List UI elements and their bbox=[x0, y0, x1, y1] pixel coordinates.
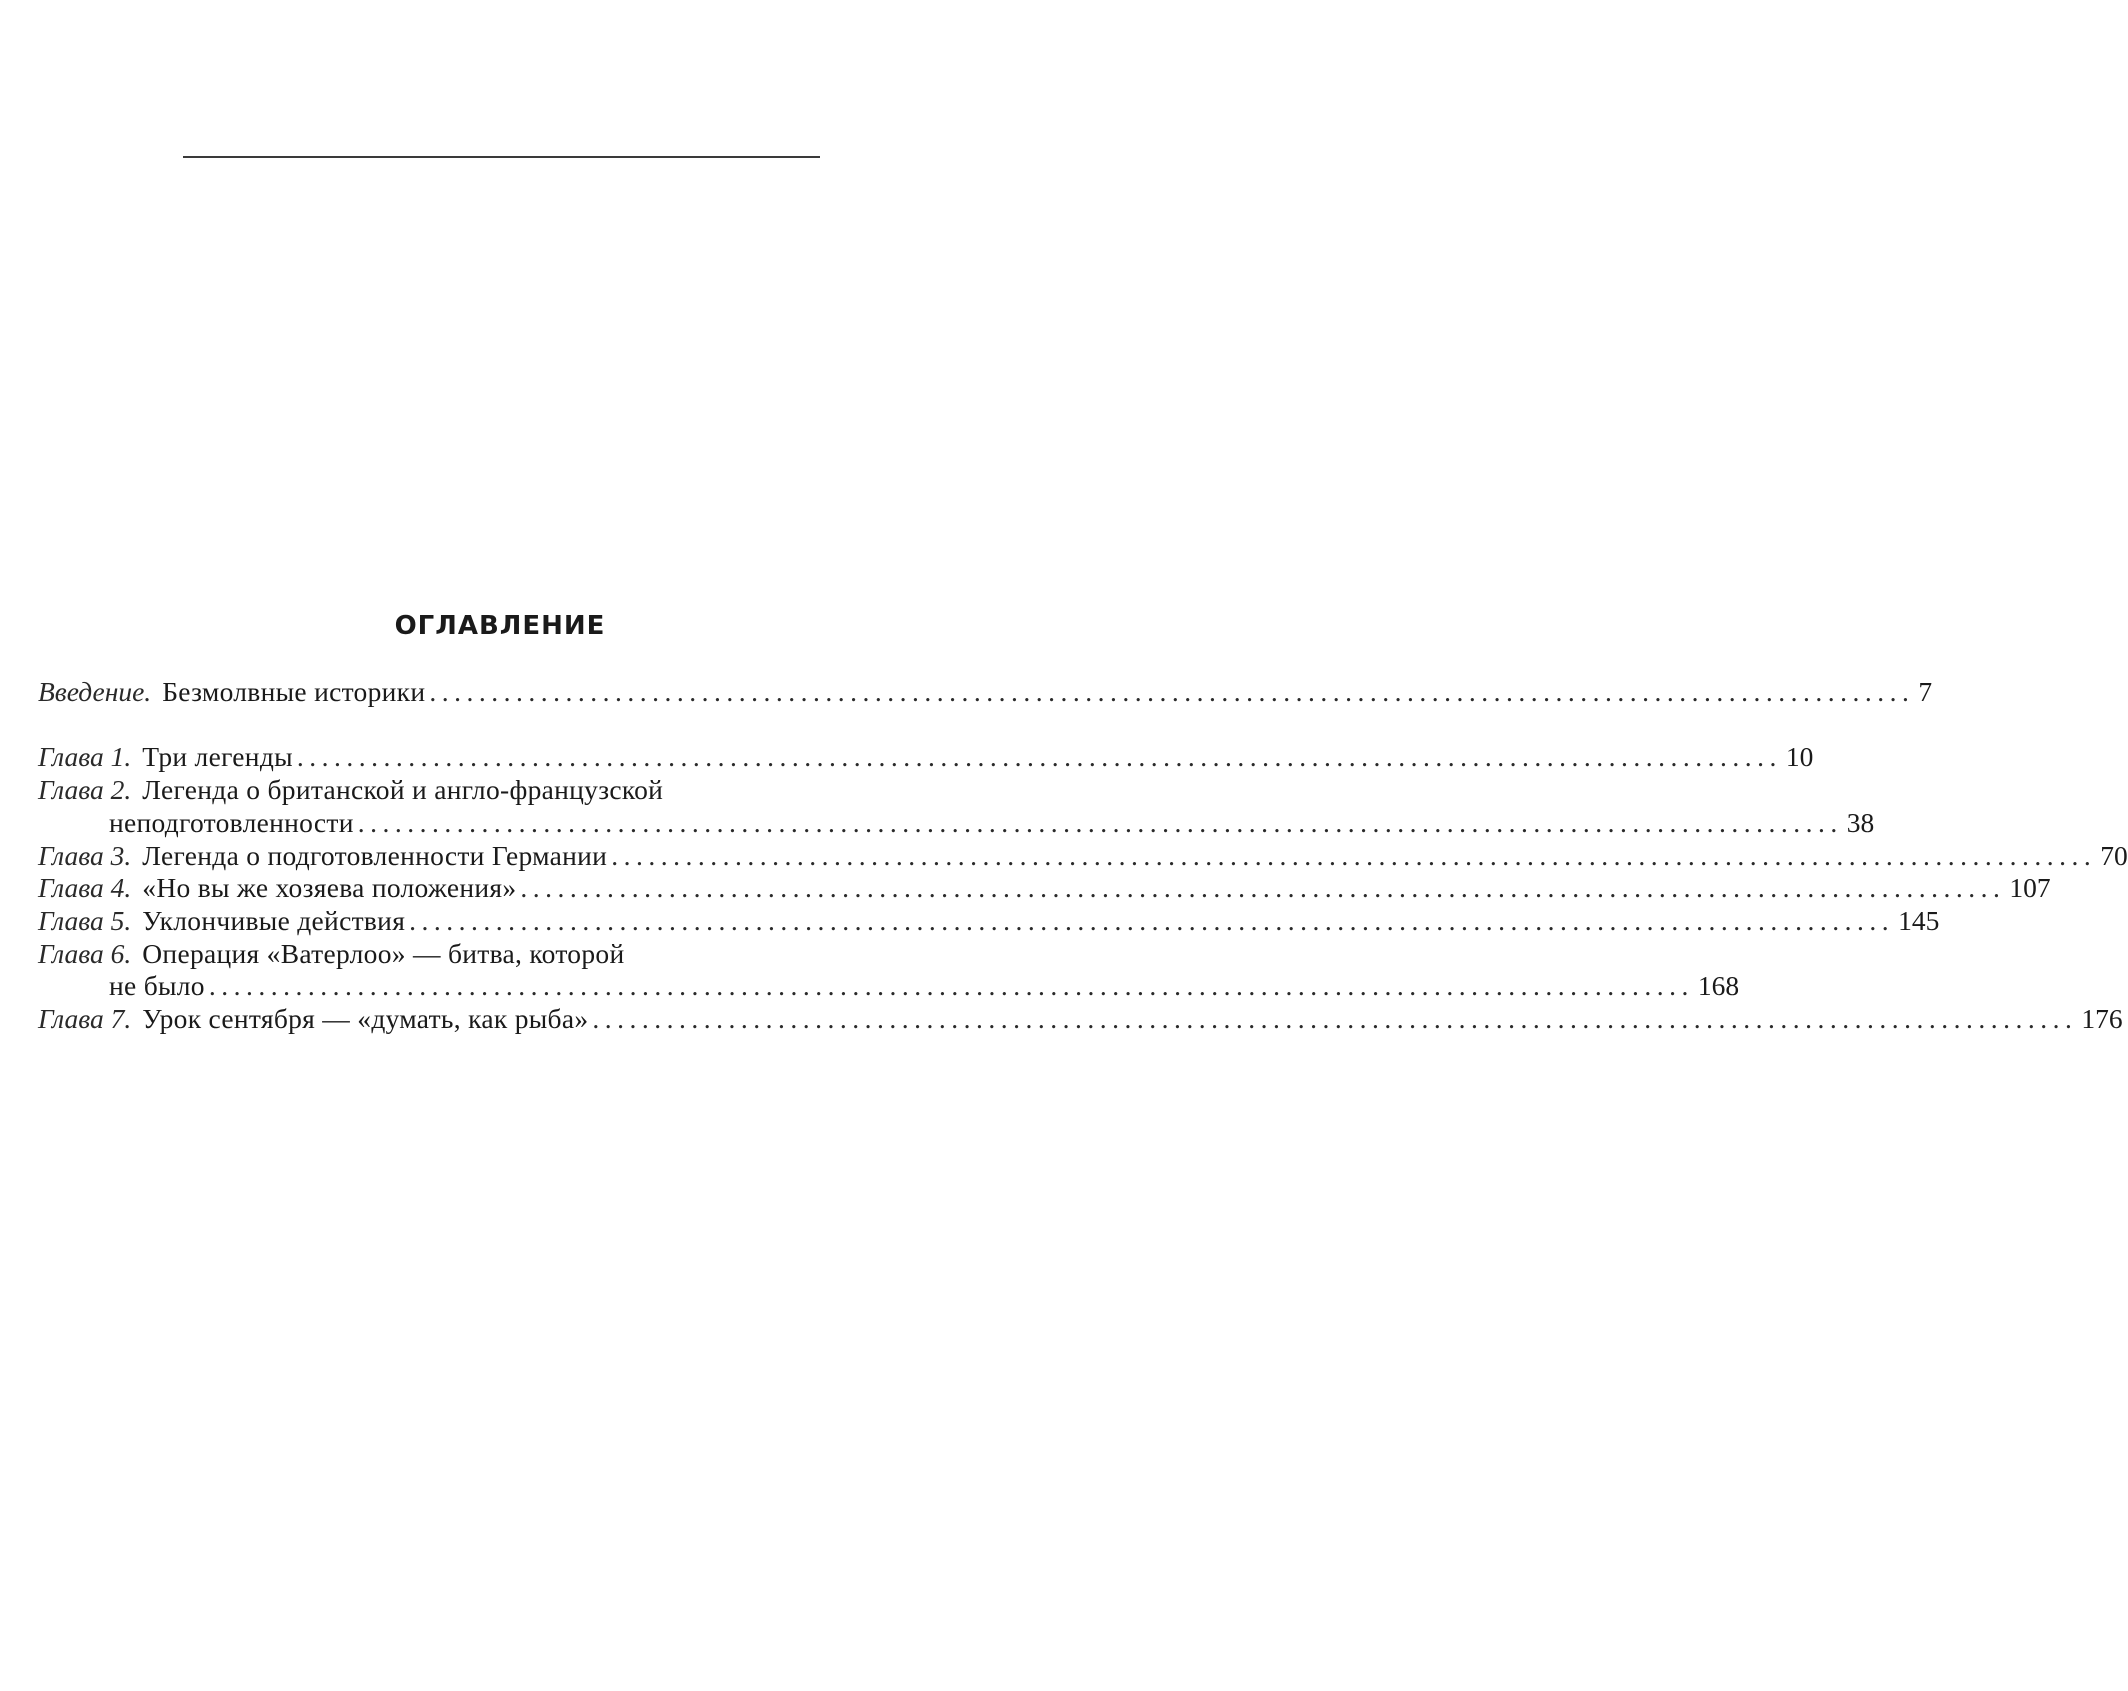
dot-leader: ........................................................................................................................ bbox=[592, 1003, 2078, 1035]
toc-page-number: 7 bbox=[1918, 676, 1933, 707]
toc-entry-chapter-7[interactable] bbox=[38, 1003, 2123, 1036]
toc-entry-label: Глава 6. bbox=[38, 937, 132, 969]
toc-heading: ОГЛАВЛЕНИЕ bbox=[394, 611, 606, 641]
toc-entry-title: Легенда о подготовленности Германии bbox=[142, 839, 608, 871]
toc-page-number: 38 bbox=[1846, 806, 1875, 838]
toc-page-number: 10 bbox=[1785, 741, 1814, 773]
dot-leader: ........................................................................................................................ bbox=[409, 904, 1895, 936]
toc-entry-chapter-6[interactable] bbox=[38, 937, 1740, 1003]
toc-page-number: 145 bbox=[1898, 904, 1940, 936]
toc-entry-title-continuation: неподготовленности bbox=[109, 806, 354, 838]
toc-entry-label: Введение. bbox=[38, 676, 152, 707]
toc-entry-chapter-1[interactable] bbox=[38, 741, 1814, 774]
toc-entry-label: Глава 3. bbox=[38, 839, 132, 871]
toc-entry-chapter-3[interactable] bbox=[38, 839, 2128, 873]
toc-entry-title: Уклончивые действия bbox=[142, 904, 406, 936]
toc-entry-chapter-2[interactable] bbox=[38, 774, 1875, 839]
toc-entry-label: Глава 4. bbox=[38, 872, 132, 904]
toc-page-number: 176 bbox=[2081, 1003, 2123, 1035]
toc-entry-intro[interactable] bbox=[38, 676, 1933, 709]
toc-entry-title: Безмолвные историки bbox=[162, 676, 426, 707]
dot-leader: ........................................................................................................................ bbox=[357, 806, 1843, 838]
toc-entry-label: Глава 5. bbox=[38, 904, 132, 936]
table-of-contents bbox=[38, 676, 2128, 1036]
toc-entry-label: Глава 1. bbox=[38, 741, 132, 773]
toc-entry-label: Глава 2. bbox=[38, 774, 132, 806]
toc-entry-title: Урок сентября — «думать, как рыба» bbox=[142, 1003, 589, 1035]
toc-page-number: 70 bbox=[2100, 839, 2128, 871]
toc-entry-title: Операция «Ватерлоо» — битва, которой bbox=[142, 937, 625, 969]
toc-entry-chapter-4[interactable] bbox=[38, 872, 2051, 905]
toc-entry-title: Три легенды bbox=[142, 741, 293, 773]
dot-leader: ........................................................................................................................ bbox=[296, 741, 1782, 773]
toc-entry-title-continuation: не было bbox=[109, 970, 205, 1002]
dot-leader: ........................................................................................................................ bbox=[520, 872, 2006, 904]
dot-leader: ........................................................................................................................ bbox=[611, 839, 2097, 871]
toc-entry-title: Легенда о британской и англо-французской bbox=[142, 774, 664, 806]
dot-leader: ........................................................................................................................ bbox=[208, 970, 1694, 1002]
toc-entry-chapter-5[interactable] bbox=[38, 904, 1940, 938]
toc-entry-title: «Но вы же хозяева положения» bbox=[142, 872, 517, 904]
header-rule bbox=[183, 156, 820, 158]
toc-page-number: 168 bbox=[1697, 970, 1740, 1002]
dot-leader: ........................................................................................................................ bbox=[429, 676, 1915, 707]
toc-page-number: 107 bbox=[2009, 872, 2051, 904]
toc-entry-label: Глава 7. bbox=[38, 1003, 132, 1035]
